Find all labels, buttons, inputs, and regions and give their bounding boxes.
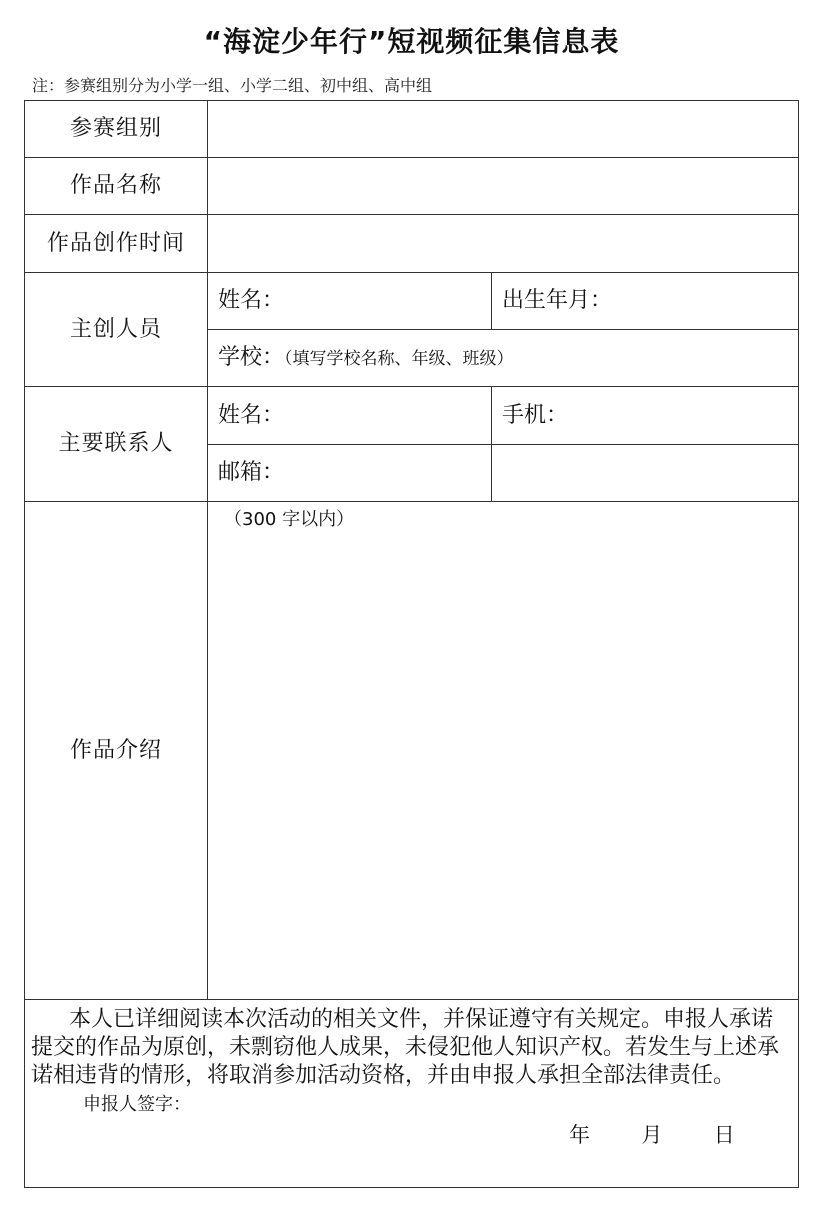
contact-name-field[interactable] (208, 387, 492, 445)
contact-email-label: 邮箱： (218, 460, 285, 485)
contact-empty-cell[interactable] (492, 445, 799, 502)
group-label: 参赛组别 (25, 101, 208, 158)
creator-birth-label: 出生年月： (502, 288, 613, 313)
work-name-field[interactable] (208, 158, 799, 215)
creator-label: 主创人员 (25, 273, 208, 387)
work-time-label: 作品创作时间 (25, 215, 208, 273)
contact-phone-label: 手机： (502, 402, 569, 428)
intro-field[interactable] (208, 502, 799, 1000)
contact-name-label: 姓名： (218, 402, 285, 428)
signer-label: 申报人签字： (83, 1094, 191, 1115)
creator-school-field[interactable] (208, 330, 799, 387)
intro-label: 作品介绍 (25, 502, 208, 1000)
work-name-label: 作品名称 (25, 158, 208, 215)
creator-school-hint: （填写学校名称、年级、班级） (284, 348, 514, 369)
creator-name-label: 姓名： (218, 288, 285, 313)
date-month: 月 (641, 1123, 663, 1147)
group-field[interactable] (208, 101, 799, 158)
group-note: 注：参赛组别分为小学一组、小学二组、初中组、高中组 (32, 76, 433, 95)
info-form-table (24, 100, 799, 1188)
date-line (569, 1120, 823, 1150)
contact-phone-field[interactable] (492, 387, 799, 445)
declaration-text: 本人已详细阅读本次活动的相关文件，并保证遵守有关规定。申报人承诺提交的作品为原创，未剽窃他人成果，未侵犯他人知识产权。若发生与上述承诺相违背的情形，将取消参加活动资格，并由申报人承担全部法律责任。 (31, 1007, 780, 1088)
creator-birth-field[interactable] (492, 273, 799, 330)
intro-hint: （300 字以内） (224, 509, 355, 530)
contact-email-field[interactable] (208, 445, 492, 502)
creator-name-field[interactable] (208, 273, 492, 330)
creator-school-label: 学校： (218, 344, 285, 370)
work-time-field[interactable] (208, 215, 799, 273)
declaration-cell (25, 1000, 799, 1188)
page-title: “海淀少年行”短视频征集信息表 (203, 25, 620, 58)
date-day: 日 (713, 1123, 735, 1147)
date-year: 年 (569, 1123, 590, 1147)
contact-label: 主要联系人 (25, 387, 208, 502)
